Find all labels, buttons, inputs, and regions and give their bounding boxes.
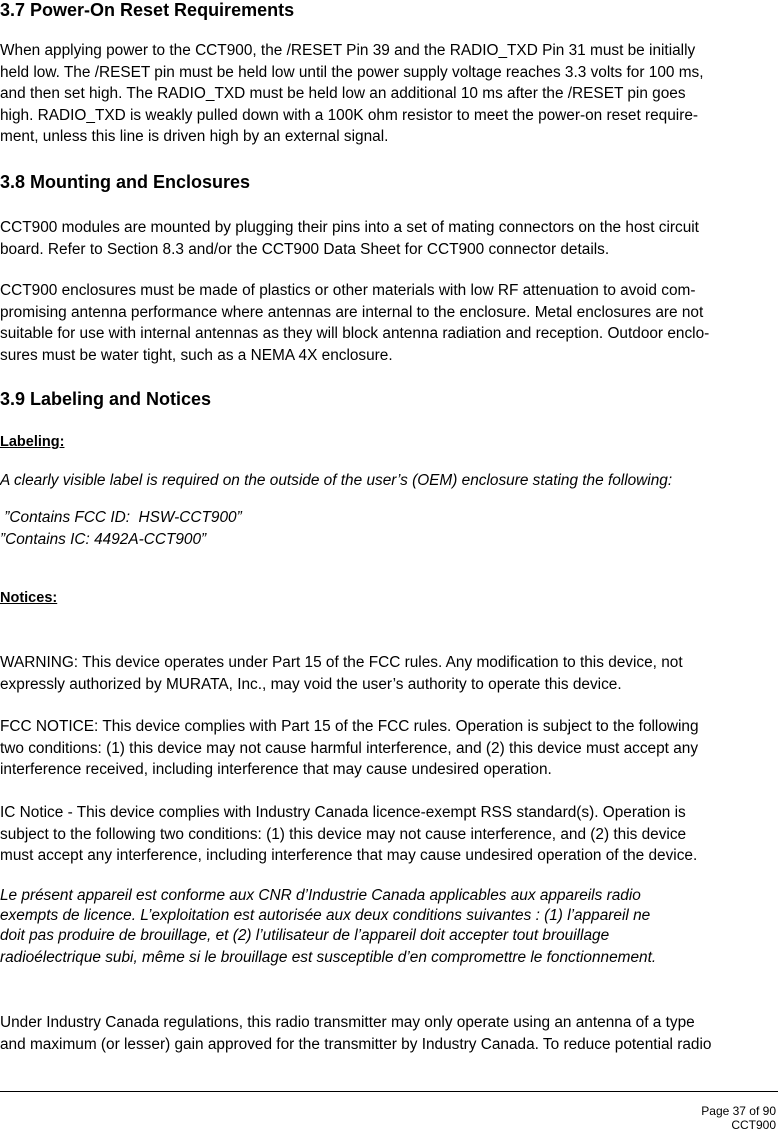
text-line: suitable for use with internal antennas as they will block antenna radiation and reception. Outdoor enclo- <box>0 325 710 342</box>
heading-mounting-enclosures: 3.8 Mounting and Enclosures <box>0 172 251 192</box>
ic-id-line: ”Contains IC: 4492A-CCT900” <box>0 530 207 548</box>
heading-labeling-notices: 3.9 Labeling and Notices <box>0 389 212 409</box>
labeling-title: Labeling: <box>0 434 65 450</box>
ic-notice-paragraph <box>0 802 697 867</box>
labeling-intro <box>0 470 672 492</box>
product-name: CCT900 <box>731 1118 776 1132</box>
text-line: CCT900 enclosures must be made of plastics or other materials with low RF attenuation to avoid com- <box>0 282 696 299</box>
fcc-notice-paragraph <box>0 716 699 781</box>
footer-divider <box>0 1091 778 1092</box>
paragraph-enclosures <box>0 280 709 366</box>
text-line: When applying power to the CCT900, the /RESET Pin 39 and the RADIO_TXD Pin 31 must be initially <box>0 42 696 59</box>
text-line: promising antenna performance where antennas are internal to the enclosure. Metal enclosures are not <box>0 303 704 321</box>
text-line: Under Industry Canada regulations, this radio transmitter may only operate using an antenna of a type <box>0 1014 695 1031</box>
text-line: expressly authorized by MURATA, Inc., may void the user’s authority to operate this device. <box>0 675 622 693</box>
page-footer <box>701 1104 776 1132</box>
paragraph-mounting <box>0 217 699 260</box>
text-line: exempts de licence. L’exploitation est autorisée aux deux conditions suivantes : (1) l’appareil ne <box>0 907 651 924</box>
warning-paragraph <box>0 652 683 695</box>
paragraph-power-on-reset <box>0 40 704 148</box>
text-line: high. RADIO_TXD is weakly pulled down with a 100K ohm resistor to meet the power-on reset require- <box>0 106 699 124</box>
text-line: doit pas produire de brouillage, et (2) l’utilisateur de l’appareil doit accepter tout brouillage <box>0 927 610 944</box>
text-line: Le présent appareil est conforme aux CNR d’Industrie Canada applicables aux appareils radio <box>0 887 641 904</box>
page-number: Page 37 of 90 <box>701 1104 776 1118</box>
label-text-block <box>0 507 242 550</box>
text-line: sures must be water tight, such as a NEMA 4X enclosure. <box>0 346 393 364</box>
text-line: ment, unless this line is driven high by an external signal. <box>0 128 389 145</box>
text-line: A clearly visible label is required on the outside of the user’s (OEM) enclosure stating the following: <box>0 472 673 489</box>
french-notice-paragraph <box>0 886 656 968</box>
text-line: subject to the following two conditions: (1) this device may not cause interference, and (2) this device <box>0 825 687 843</box>
text-line: FCC NOTICE: This device complies with Part 15 of the FCC rules. Operation is subject to the following <box>0 718 699 735</box>
text-line: and then set high. The RADIO_TXD must be held low an additional 10 ms after the /RESET pin goes <box>0 85 686 102</box>
text-line: and maximum (or lesser) gain approved for the transmitter by Industry Canada. To reduce potential radio <box>0 1035 712 1053</box>
text-line: WARNING: This device operates under Part 15 of the FCC rules. Any modification to this device, not <box>0 654 683 671</box>
heading-power-on-reset: 3.7 Power-On Reset Requirements <box>0 0 295 20</box>
text-line: CCT900 modules are mounted by plugging their pins into a set of mating connectors on the host circuit <box>0 219 699 236</box>
text-line: radioélectrique subi, même si le brouillage est susceptible d’en compromettre le fonctionnement. <box>0 949 657 966</box>
fcc-id-line: ”Contains FCC ID: HSW-CCT900” <box>0 509 242 526</box>
text-line: board. Refer to Section 8.3 and/or the CCT900 Data Sheet for CCT900 connector details. <box>0 240 610 258</box>
text-line: IC Notice - This device complies with Industry Canada licence-exempt RSS standard(s). Operation is <box>0 804 686 821</box>
text-line: interference received, including interference that may cause undesired operation. <box>0 761 552 778</box>
notices-title: Notices: <box>0 590 58 606</box>
text-line: held low. The /RESET pin must be held low until the power supply voltage reaches 3.3 volts for 100 ms, <box>0 63 704 81</box>
text-line: two conditions: (1) this device may not cause harmful interference, and (2) this device must accept any <box>0 739 699 757</box>
text-line: must accept any interference, including interference that may cause undesired operation of the device. <box>0 847 698 864</box>
antenna-paragraph <box>0 1012 711 1055</box>
